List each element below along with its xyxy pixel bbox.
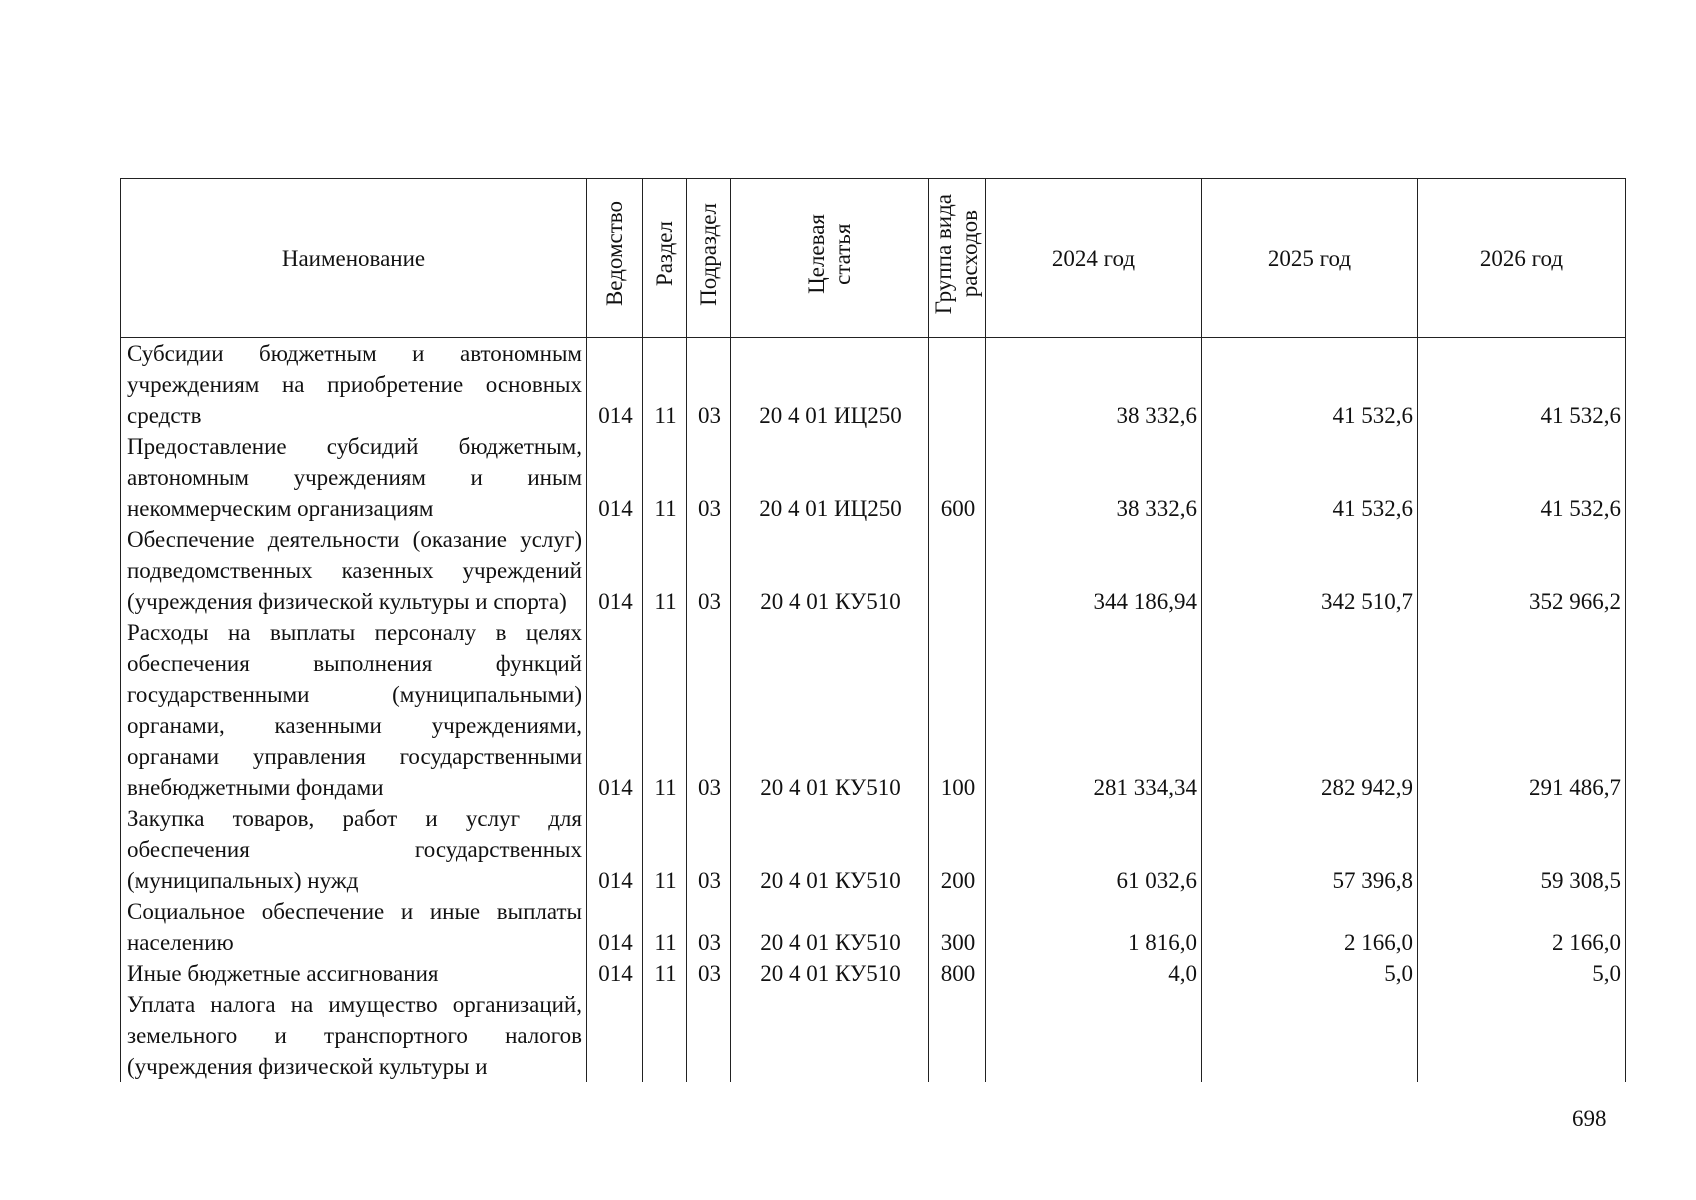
row-2025: 57 396,8 <box>1202 803 1418 896</box>
row-name: Уплата налога на имущество организаций, земельного и транспортного налогов (учреждения физической культуры и <box>121 989 587 1082</box>
budget-table <box>120 178 1626 1082</box>
row-vedomstvo: 014 <box>587 803 643 896</box>
row-razdel: 11 <box>643 803 687 896</box>
row-2026: 41 532,6 <box>1418 431 1626 524</box>
row-2026: 5,0 <box>1418 958 1626 989</box>
row-vedomstvo <box>587 989 643 1082</box>
row-name: Закупка товаров, работ и услуг для обеспечения государственных (муниципальных) нужд <box>121 803 587 896</box>
row-2026: 352 966,2 <box>1418 524 1626 617</box>
header-name: Наименование <box>121 179 587 338</box>
row-2026: 41 532,6 <box>1418 338 1626 432</box>
row-2026: 59 308,5 <box>1418 803 1626 896</box>
row-group <box>929 524 986 617</box>
row-group: 800 <box>929 958 986 989</box>
row-razdel: 11 <box>643 338 687 432</box>
header-target: Целевая статья <box>731 179 929 338</box>
row-2024: 38 332,6 <box>986 338 1202 432</box>
row-podrazdel: 03 <box>687 958 731 989</box>
row-razdel: 11 <box>643 896 687 958</box>
row-razdel: 11 <box>643 524 687 617</box>
row-2026 <box>1418 989 1626 1082</box>
row-2024: 344 186,94 <box>986 524 1202 617</box>
row-vedomstvo: 014 <box>587 524 643 617</box>
row-target: 20 4 01 КУ510 <box>731 617 929 803</box>
row-vedomstvo: 014 <box>587 958 643 989</box>
row-target: 20 4 01 КУ510 <box>731 896 929 958</box>
row-group <box>929 338 986 432</box>
row-name: Расходы на выплаты персоналу в целях обеспечения выполнения функций государственными (муниципальными) органами, казенными учреждениями, органами управления государственными внебюджетными фондами <box>121 617 587 803</box>
row-razdel: 11 <box>643 617 687 803</box>
row-podrazdel <box>687 989 731 1082</box>
table-row <box>121 989 1626 1082</box>
row-name: Обеспечение деятельности (оказание услуг) подведомственных казенных учреждений (учреждения физической культуры и спорта) <box>121 524 587 617</box>
row-vedomstvo: 014 <box>587 338 643 432</box>
table-row <box>121 958 1626 989</box>
row-2025 <box>1202 989 1418 1082</box>
row-target: 20 4 01 ИЦ250 <box>731 431 929 524</box>
row-podrazdel: 03 <box>687 431 731 524</box>
row-podrazdel: 03 <box>687 896 731 958</box>
row-vedomstvo: 014 <box>587 431 643 524</box>
row-2026: 2 166,0 <box>1418 896 1626 958</box>
row-razdel <box>643 989 687 1082</box>
row-podrazdel: 03 <box>687 524 731 617</box>
header-group: Группа вида расходов <box>929 179 986 338</box>
row-2025: 342 510,7 <box>1202 524 1418 617</box>
table-row <box>121 803 1626 896</box>
header-vedomstvo: Ведомство <box>587 179 643 338</box>
row-podrazdel: 03 <box>687 617 731 803</box>
row-2025: 2 166,0 <box>1202 896 1418 958</box>
row-razdel: 11 <box>643 431 687 524</box>
row-name: Социальное обеспечение и иные выплаты населению <box>121 896 587 958</box>
row-2025: 41 532,6 <box>1202 338 1418 432</box>
table-row <box>121 896 1626 958</box>
header-podrazdel: Подраздел <box>687 179 731 338</box>
row-2024 <box>986 989 1202 1082</box>
page-number: 698 <box>1572 1106 1607 1131</box>
table-row <box>121 524 1626 617</box>
row-2024: 281 334,34 <box>986 617 1202 803</box>
row-2024: 61 032,6 <box>986 803 1202 896</box>
table-row <box>121 617 1626 803</box>
table-header-row <box>121 179 1626 338</box>
header-2024: 2024 год <box>986 179 1202 338</box>
row-group <box>929 989 986 1082</box>
row-2025: 5,0 <box>1202 958 1418 989</box>
row-2024: 1 816,0 <box>986 896 1202 958</box>
row-2026: 291 486,7 <box>1418 617 1626 803</box>
row-name: Предоставление субсидий бюджетным, автономным учреждениям и иным некоммерческим организациям <box>121 431 587 524</box>
row-group: 200 <box>929 803 986 896</box>
row-group: 100 <box>929 617 986 803</box>
row-vedomstvo: 014 <box>587 617 643 803</box>
row-podrazdel: 03 <box>687 338 731 432</box>
row-target: 20 4 01 КУ510 <box>731 803 929 896</box>
row-target <box>731 989 929 1082</box>
row-2024: 38 332,6 <box>986 431 1202 524</box>
row-name: Субсидии бюджетным и автономным учреждениям на приобретение основных средств <box>121 338 587 432</box>
row-2025: 41 532,6 <box>1202 431 1418 524</box>
row-vedomstvo: 014 <box>587 896 643 958</box>
table-row <box>121 338 1626 432</box>
header-2025: 2025 год <box>1202 179 1418 338</box>
row-name: Иные бюджетные ассигнования <box>121 958 587 989</box>
header-2026: 2026 год <box>1418 179 1626 338</box>
table-row <box>121 431 1626 524</box>
row-group: 600 <box>929 431 986 524</box>
row-razdel: 11 <box>643 958 687 989</box>
row-2024: 4,0 <box>986 958 1202 989</box>
header-razdel: Раздел <box>643 179 687 338</box>
row-podrazdel: 03 <box>687 803 731 896</box>
row-2025: 282 942,9 <box>1202 617 1418 803</box>
row-target: 20 4 01 КУ510 <box>731 958 929 989</box>
row-target: 20 4 01 ИЦ250 <box>731 338 929 432</box>
row-group: 300 <box>929 896 986 958</box>
row-target: 20 4 01 КУ510 <box>731 524 929 617</box>
